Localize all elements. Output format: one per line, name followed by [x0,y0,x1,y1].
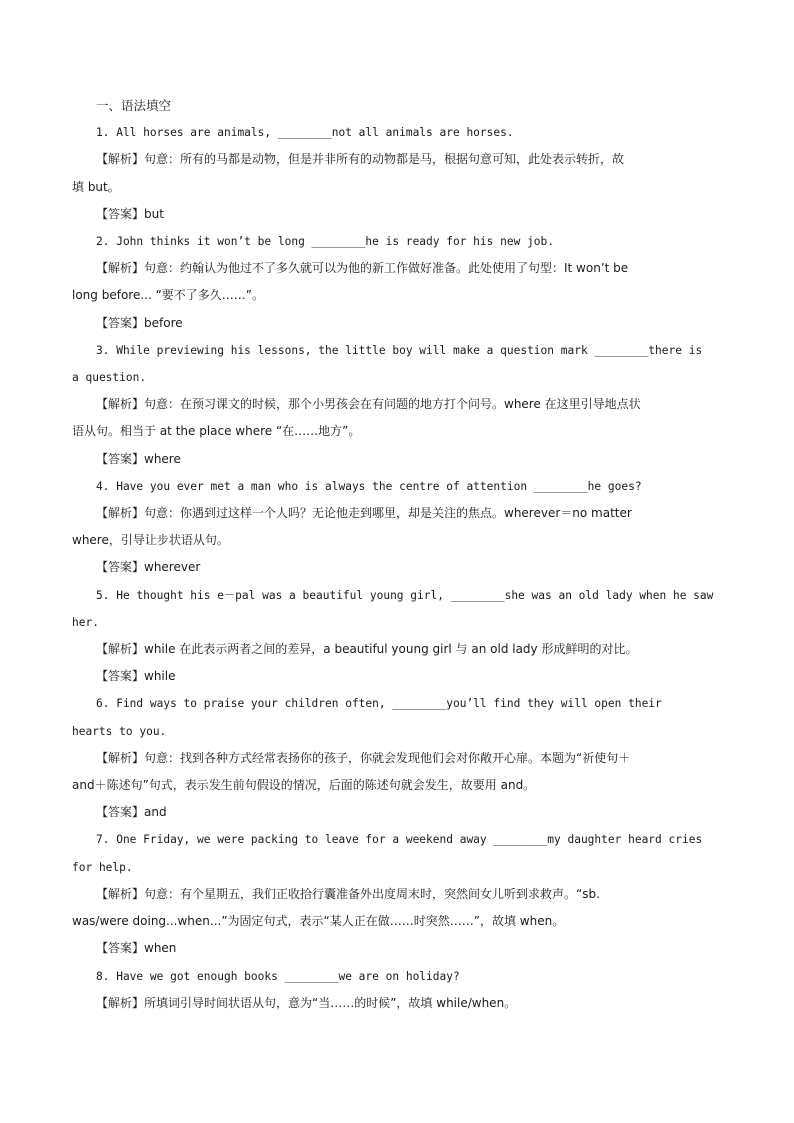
document-line: 【解析】所填词引导时间状语从句，意为“当……的时候”，故填 while/when。 [96,995,517,1010]
document-page [72,92,722,1017]
document-line: 7. One Friday, we were packing to leave for a weekend away ________my daughter heard cries [96,833,703,847]
document-line: 3. While previewing his lessons, the little boy will make a question mark ________there is [96,343,703,357]
document-line: 【解析】句意：有个星期五，我们正收拾行囊准备外出度周末时，突然间女儿听到求救声。“sb. [96,886,600,901]
document-line: 【解析】句意：所有的马都是动物，但是并非所有的动物都是马，根据句意可知，此处表示转折，故 [96,152,625,167]
document-line: where，引导让步状语从句。 [72,533,229,548]
document-line: 【解析】句意：找到各种方式经常表扬你的孩子，你就会发现他们会对你敞开心扉。本题为“祈使句＋ [96,750,631,765]
document-line: and＋陈述句”句式，表示发生前句假设的情况，后面的陈述句就会发生，故要用 and。 [72,778,536,793]
document-line: 【答案】before [96,315,183,330]
document-line: long before... “要不了多久……”。 [72,288,265,303]
document-line: was/were doing...when...”为固定句式，表示“某人正在做……时突然……”，故填 when。 [72,914,565,929]
document-line: 【解析】句意：约翰认为他过不了多久就可以为他的新工作做好准备。此处使用了句型：It won’t be [96,261,629,276]
document-line: 语从句。相当于 at the place where “在……地方”。 [72,424,361,439]
document-line: 4. Have you ever met a man who is always the centre of attention ________he goes? [96,479,642,493]
document-line: 8. Have we got enough books ________we are on holiday? [96,969,460,983]
document-line: 6. Find ways to praise your children often, ________you’ll find they will open their [96,697,662,711]
document-line: for help. [72,860,133,874]
document-line: 【解析】句意：在预习课文的时候，那个小男孩会在有问题的地方打个问号。where 在这里引导地点状 [96,397,641,412]
document-line: 【答案】but [96,206,164,221]
document-line: 【解析】while 在此表示两者之间的差异，a beautiful young girl 与 an old lady 形成鲜明的对比。 [96,642,638,657]
document-line: 【答案】while [96,669,176,684]
document-line: 【答案】when [96,941,177,956]
document-line: 【答案】wherever [96,560,201,575]
document-line: 1. All horses are animals, ________not all animals are horses. [96,126,514,140]
document-line: a question. [72,371,147,385]
section-title: 一、语法填空 [96,98,172,113]
document-line: 【解析】句意：你遇到过这样一个人吗？无论他走到哪里，却是关注的焦点。wherever＝no matter [96,506,632,521]
document-line: 2. John thinks it won’t be long ________he is ready for his new job. [96,235,555,249]
document-line: hearts to you. [72,724,167,738]
document-content [72,119,722,1017]
document-line: 【答案】and [96,805,167,820]
document-line: 填 but。 [72,179,120,194]
document-line: 5. He thought his e－pal was a beautiful young girl, ________she was an old lady when he saw [96,588,714,602]
document-line: 【答案】where [96,451,181,466]
document-line: her. [72,615,99,629]
